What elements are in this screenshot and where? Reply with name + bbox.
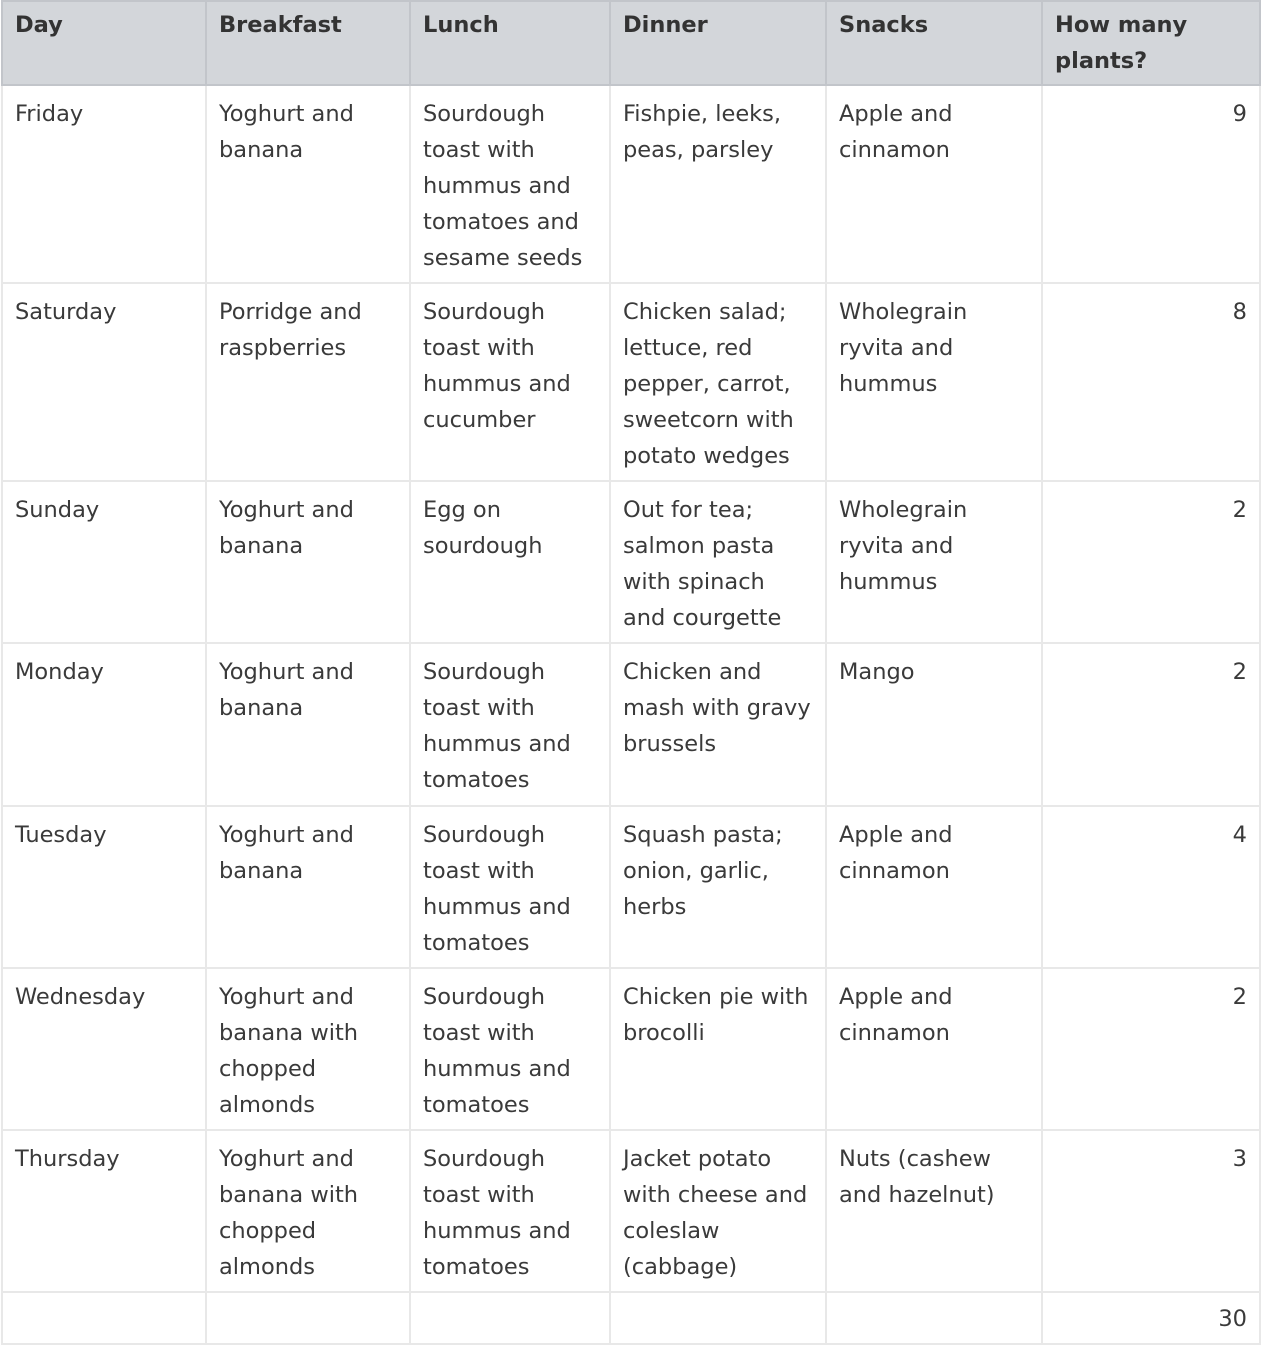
cell-day: Wednesday — [2, 968, 206, 1130]
cell-lunch: Sourdough toast with hummus and tomatoes — [410, 643, 610, 806]
cell-day: Sunday — [2, 481, 206, 643]
cell-snacks: Wholegrain ryvita and hummus — [826, 481, 1042, 643]
cell-day: Friday — [2, 85, 206, 283]
header-breakfast: Breakfast — [206, 1, 410, 85]
table-row — [2, 481, 1260, 643]
cell-dinner: Squash pasta; onion, garlic, herbs — [610, 806, 826, 968]
cell-plants: 2 — [1042, 968, 1260, 1130]
cell-breakfast: Yoghurt and banana — [206, 481, 410, 643]
cell-plants: 3 — [1042, 1130, 1260, 1292]
cell-dinner: Chicken pie with brocolli — [610, 968, 826, 1130]
total-cell-empty — [610, 1292, 826, 1344]
total-cell-empty — [206, 1292, 410, 1344]
cell-dinner: Chicken and mash with gravy brussels — [610, 643, 826, 806]
table-row — [2, 643, 1260, 806]
cell-breakfast: Yoghurt and banana with chopped almonds — [206, 968, 410, 1130]
cell-day: Tuesday — [2, 806, 206, 968]
cell-snacks: Apple and cinnamon — [826, 85, 1042, 283]
header-dinner: Dinner — [610, 1, 826, 85]
cell-plants: 4 — [1042, 806, 1260, 968]
table-row — [2, 283, 1260, 481]
table-row — [2, 1130, 1260, 1292]
cell-snacks: Wholegrain ryvita and hummus — [826, 283, 1042, 481]
cell-breakfast: Porridge and raspberries — [206, 283, 410, 481]
cell-lunch: Sourdough toast with hummus and tomatoes — [410, 968, 610, 1130]
total-cell-empty — [826, 1292, 1042, 1344]
cell-dinner: Chicken salad; lettuce, red pepper, carrot, sweetcorn with potato wedges — [610, 283, 826, 481]
cell-snacks: Apple and cinnamon — [826, 968, 1042, 1130]
cell-breakfast: Yoghurt and banana with chopped almonds — [206, 1130, 410, 1292]
cell-lunch: Sourdough toast with hummus and cucumber — [410, 283, 610, 481]
cell-breakfast: Yoghurt and banana — [206, 806, 410, 968]
cell-snacks: Nuts (cashew and hazelnut) — [826, 1130, 1042, 1292]
header-plants: How many plants? — [1042, 1, 1260, 85]
total-cell-empty — [410, 1292, 610, 1344]
cell-dinner: Fishpie, leeks, peas, parsley — [610, 85, 826, 283]
cell-day: Monday — [2, 643, 206, 806]
total-row — [2, 1292, 1260, 1344]
cell-lunch: Sourdough toast with hummus and tomatoes — [410, 806, 610, 968]
cell-snacks: Apple and cinnamon — [826, 806, 1042, 968]
total-cell-empty — [2, 1292, 206, 1344]
cell-dinner: Out for tea; salmon pasta with spinach and courgette — [610, 481, 826, 643]
header-row — [2, 1, 1260, 85]
cell-breakfast: Yoghurt and banana — [206, 85, 410, 283]
cell-plants: 8 — [1042, 283, 1260, 481]
header-day: Day — [2, 1, 206, 85]
cell-breakfast: Yoghurt and banana — [206, 643, 410, 806]
cell-plants: 2 — [1042, 643, 1260, 806]
table-row — [2, 85, 1260, 283]
cell-plants: 9 — [1042, 85, 1260, 283]
cell-lunch: Egg on sourdough — [410, 481, 610, 643]
cell-plants: 2 — [1042, 481, 1260, 643]
cell-snacks: Mango — [826, 643, 1042, 806]
cell-dinner: Jacket potato with cheese and coleslaw (cabbage) — [610, 1130, 826, 1292]
total-plants: 30 — [1042, 1292, 1260, 1344]
table-row — [2, 968, 1260, 1130]
meal-plan-table — [1, 0, 1261, 1345]
cell-lunch: Sourdough toast with hummus and tomatoes and sesame seeds — [410, 85, 610, 283]
cell-lunch: Sourdough toast with hummus and tomatoes — [410, 1130, 610, 1292]
cell-day: Thursday — [2, 1130, 206, 1292]
header-snacks: Snacks — [826, 1, 1042, 85]
header-lunch: Lunch — [410, 1, 610, 85]
cell-day: Saturday — [2, 283, 206, 481]
table-row — [2, 806, 1260, 968]
